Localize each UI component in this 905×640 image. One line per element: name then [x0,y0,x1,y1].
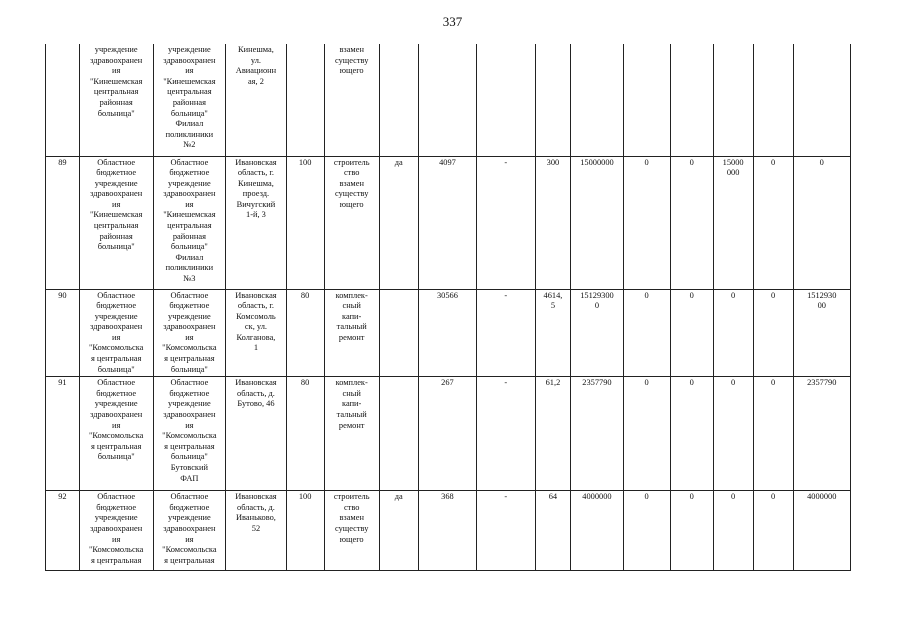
total-cost-cell: 15000000 [571,156,623,289]
flag-cell: да [379,491,418,571]
address-cell: Кинешма, ул. Авиационн ая, 2 [226,44,286,156]
cost-cell-1: 0 [623,156,670,289]
cost-cell-4 [753,44,793,156]
table-row [46,491,851,571]
row-number: 89 [46,156,80,289]
recipient-cell: Областное бюджетное учреждение здравоохранен ия "Комсомольска я центральная больница" [153,289,226,377]
dash-cell [477,44,535,156]
dash-cell: - [477,491,535,571]
address-cell: Ивановская область, г. Кинешма, проезд. Вичугский 1-й, 3 [226,156,286,289]
row-number: 92 [46,491,80,571]
total-cost-cell: 2357790 [571,377,623,491]
table-row [46,377,851,491]
customer-cell: Областное бюджетное учреждение здравоохранен ия "Комсомольска я центральная больница" [79,377,153,491]
total-cost-cell [571,44,623,156]
volume-cell [535,44,571,156]
row-number: 91 [46,377,80,491]
recipient-cell: Областное бюджетное учреждение здравоохранен ия "Комсомольска я центральная [153,491,226,571]
area-cell: 368 [418,491,476,571]
address-cell: Ивановская область, д. Бутово, 46 [226,377,286,491]
volume-cell: 4614, 5 [535,289,571,377]
customer-cell: Областное бюджетное учреждение здравоохранен ия "Комсомольска я центральная больница" [79,289,153,377]
cost-cell-3: 15000 000 [713,156,753,289]
table-row [46,44,851,156]
recipient-cell: учреждение здравоохранен ия "Кинешемская центральная районная больница" Филиал поликлиники №2 [153,44,226,156]
total-cost-cell: 15129300 0 [571,289,623,377]
cost-cell-5: 4000000 [793,491,850,571]
cost-cell-4: 0 [753,491,793,571]
capacity-cell: 100 [286,491,324,571]
cost-cell-1: 0 [623,491,670,571]
capacity-cell [286,44,324,156]
cost-cell-3: 0 [713,289,753,377]
address-cell: Ивановская область, г. Комсомоль ск, ул. Колганова, 1 [226,289,286,377]
customer-cell: Областное бюджетное учреждение здравоохранен ия "Комсомольска я центральная [79,491,153,571]
cost-cell-5 [793,44,850,156]
flag-cell [379,289,418,377]
cost-cell-2 [670,44,713,156]
flag-cell: да [379,156,418,289]
work-type-cell: строитель ство взамен существу ющего [324,156,379,289]
dash-cell: - [477,156,535,289]
cost-cell-4: 0 [753,377,793,491]
dash-cell: - [477,377,535,491]
customer-cell: учреждение здравоохранен ия "Кинешемская центральная районная больница" [79,44,153,156]
row-number [46,44,80,156]
table-row [46,156,851,289]
cost-cell-1: 0 [623,377,670,491]
volume-cell: 300 [535,156,571,289]
customer-cell: Областное бюджетное учреждение здравоохранен ия "Кинешемская центральная районная больница" [79,156,153,289]
work-type-cell: строитель ство взамен существу ющего [324,491,379,571]
work-type-cell: комплек- сный капи- тальный ремонт [324,289,379,377]
cost-cell-2: 0 [670,377,713,491]
cost-cell-1 [623,44,670,156]
cost-cell-3 [713,44,753,156]
recipient-cell: Областное бюджетное учреждение здравоохранен ия "Комсомольска я центральная больница" Бутовский ФАП [153,377,226,491]
table-row [46,289,851,377]
flag-cell [379,377,418,491]
dash-cell: - [477,289,535,377]
address-cell: Ивановская область, д. Иваньково, 52 [226,491,286,571]
page-number: 337 [442,14,463,29]
recipient-cell: Областное бюджетное учреждение здравоохранен ия "Кинешемская центральная районная больница" Филиал поликлиники №3 [153,156,226,289]
volume-cell: 64 [535,491,571,571]
cost-cell-4: 0 [753,289,793,377]
flag-cell [379,44,418,156]
area-cell: 267 [418,377,476,491]
cost-cell-2: 0 [670,156,713,289]
cost-cell-3: 0 [713,491,753,571]
cost-cell-5: 2357790 [793,377,850,491]
cost-cell-1: 0 [623,289,670,377]
work-type-cell: взамен существу ющего [324,44,379,156]
cost-cell-5: 0 [793,156,850,289]
area-cell [418,44,476,156]
volume-cell: 61,2 [535,377,571,491]
capacity-cell: 100 [286,156,324,289]
facilities-table [45,44,851,571]
cost-cell-4: 0 [753,156,793,289]
area-cell: 30566 [418,289,476,377]
cost-cell-2: 0 [670,289,713,377]
work-type-cell: комплек- сный капи- тальный ремонт [324,377,379,491]
cost-cell-2: 0 [670,491,713,571]
capacity-cell: 80 [286,377,324,491]
cost-cell-3: 0 [713,377,753,491]
area-cell: 4097 [418,156,476,289]
capacity-cell: 80 [286,289,324,377]
total-cost-cell: 4000000 [571,491,623,571]
cost-cell-5: 1512930 00 [793,289,850,377]
row-number: 90 [46,289,80,377]
